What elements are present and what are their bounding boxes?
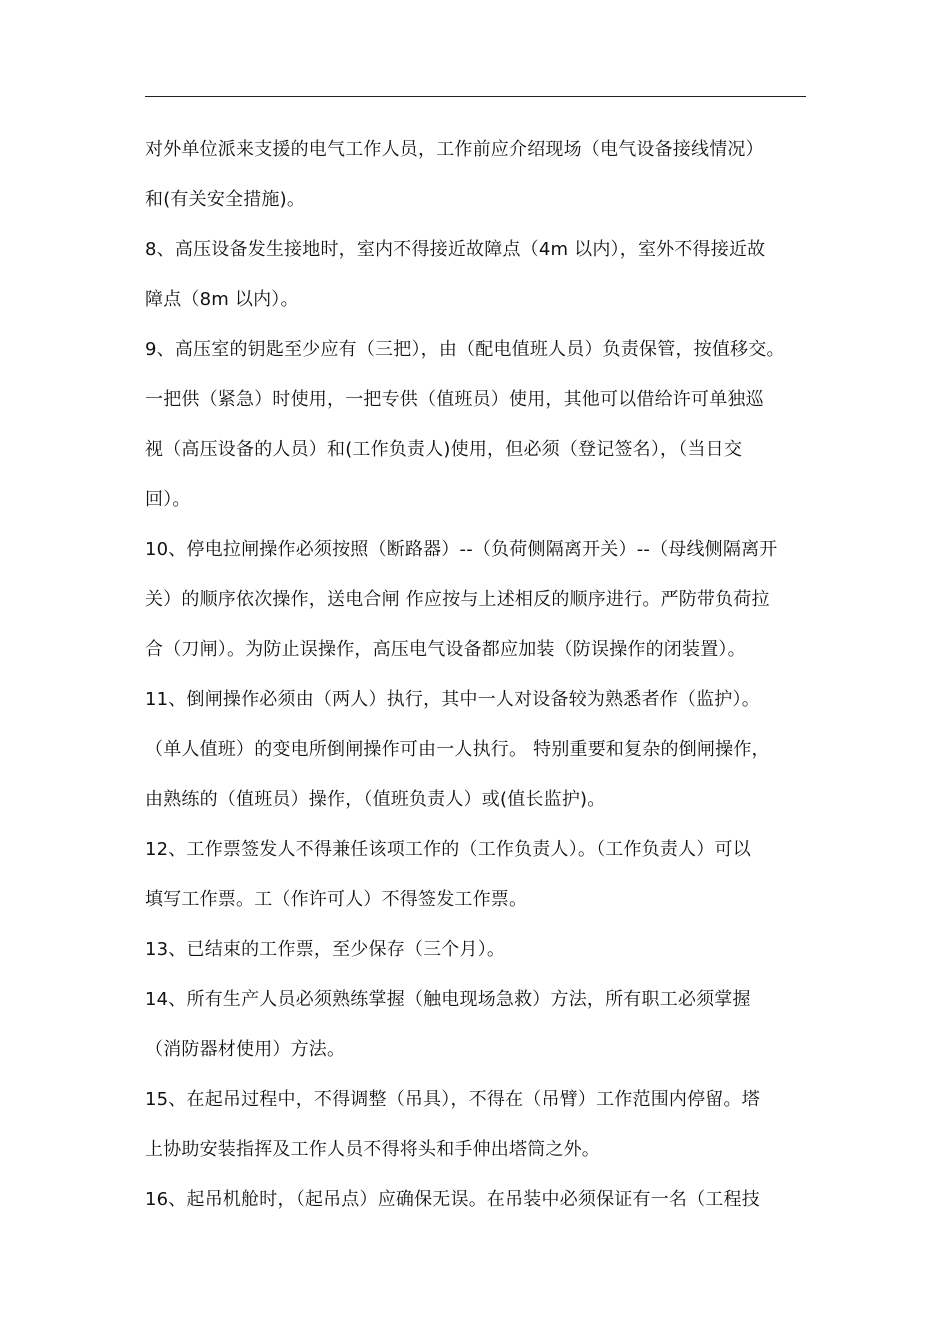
text-line: 由熟练的（值班员）操作，（值班负责人）或(值长监护)。	[145, 789, 606, 810]
text-line: 对外单位派来支援的电气工作人员，工作前应介绍现场（电气设备接线情况）	[145, 139, 764, 160]
text-line: 11、倒闸操作必须由（两人）执行，其中一人对设备较为熟悉者作（监护）。	[145, 689, 760, 710]
text-line: 16、起吊机舱时，（起吊点）应确保无误。在吊装中必须保证有一名（工程技	[145, 1189, 760, 1210]
text-line: 回）。	[145, 489, 191, 510]
text-line: （单人值班）的变电所倒闸操作可由一人执行。 特别重要和复杂的倒闸操作，	[145, 739, 770, 760]
text-line: （消防器材使用）方法。	[145, 1039, 346, 1060]
text-line: 9、高压室的钥匙至少应有（三把），由（配电值班人员）负责保管，按值移交。	[145, 339, 785, 360]
text-line: 合（刀闸）。为防止误操作，高压电气设备都应加装（防误操作的闭装置）。	[145, 639, 746, 660]
text-line: 8、高压设备发生接地时，室内不得接近故障点（4m 以内），室外不得接近故	[145, 239, 766, 260]
text-line: 一把供（紧急）时使用，一把专供（值班员）使用，其他可以借给许可单独巡	[145, 389, 764, 410]
text-line: 视（高压设备的人员）和(工作负责人)使用，但必须（登记签名），（当日交	[145, 439, 743, 460]
text-line: 12、工作票签发人不得兼任该项工作的（工作负责人）。（工作负责人）可以	[145, 839, 751, 860]
text-line: 10、停电拉闸操作必须按照（断路器）--（负荷侧隔离开关）--（母线侧隔离开	[145, 539, 778, 560]
text-line: 关）的顺序依次操作，送电合闸 作应按与上述相反的顺序进行。严防带负荷拉	[145, 589, 770, 610]
text-line: 障点（8m 以内）。	[145, 289, 299, 310]
text-line: 填写工作票。工（作许可人）不得签发工作票。	[145, 889, 528, 910]
document-body	[145, 127, 825, 1227]
text-line: 15、在起吊过程中，不得调整（吊具），不得在（吊臂）工作范围内停留。塔	[145, 1089, 760, 1110]
text-line: 13、已结束的工作票，至少保存（三个月）。	[145, 939, 506, 960]
text-line: 上协助安装指挥及工作人员不得将头和手伸出塔筒之外。	[145, 1139, 600, 1160]
text-line: 14、所有生产人员必须熟练掌握（触电现场急救）方法，所有职工必须掌握	[145, 989, 751, 1010]
text-line: 和(有关安全措施)。	[145, 189, 306, 210]
header-rule	[145, 96, 806, 97]
